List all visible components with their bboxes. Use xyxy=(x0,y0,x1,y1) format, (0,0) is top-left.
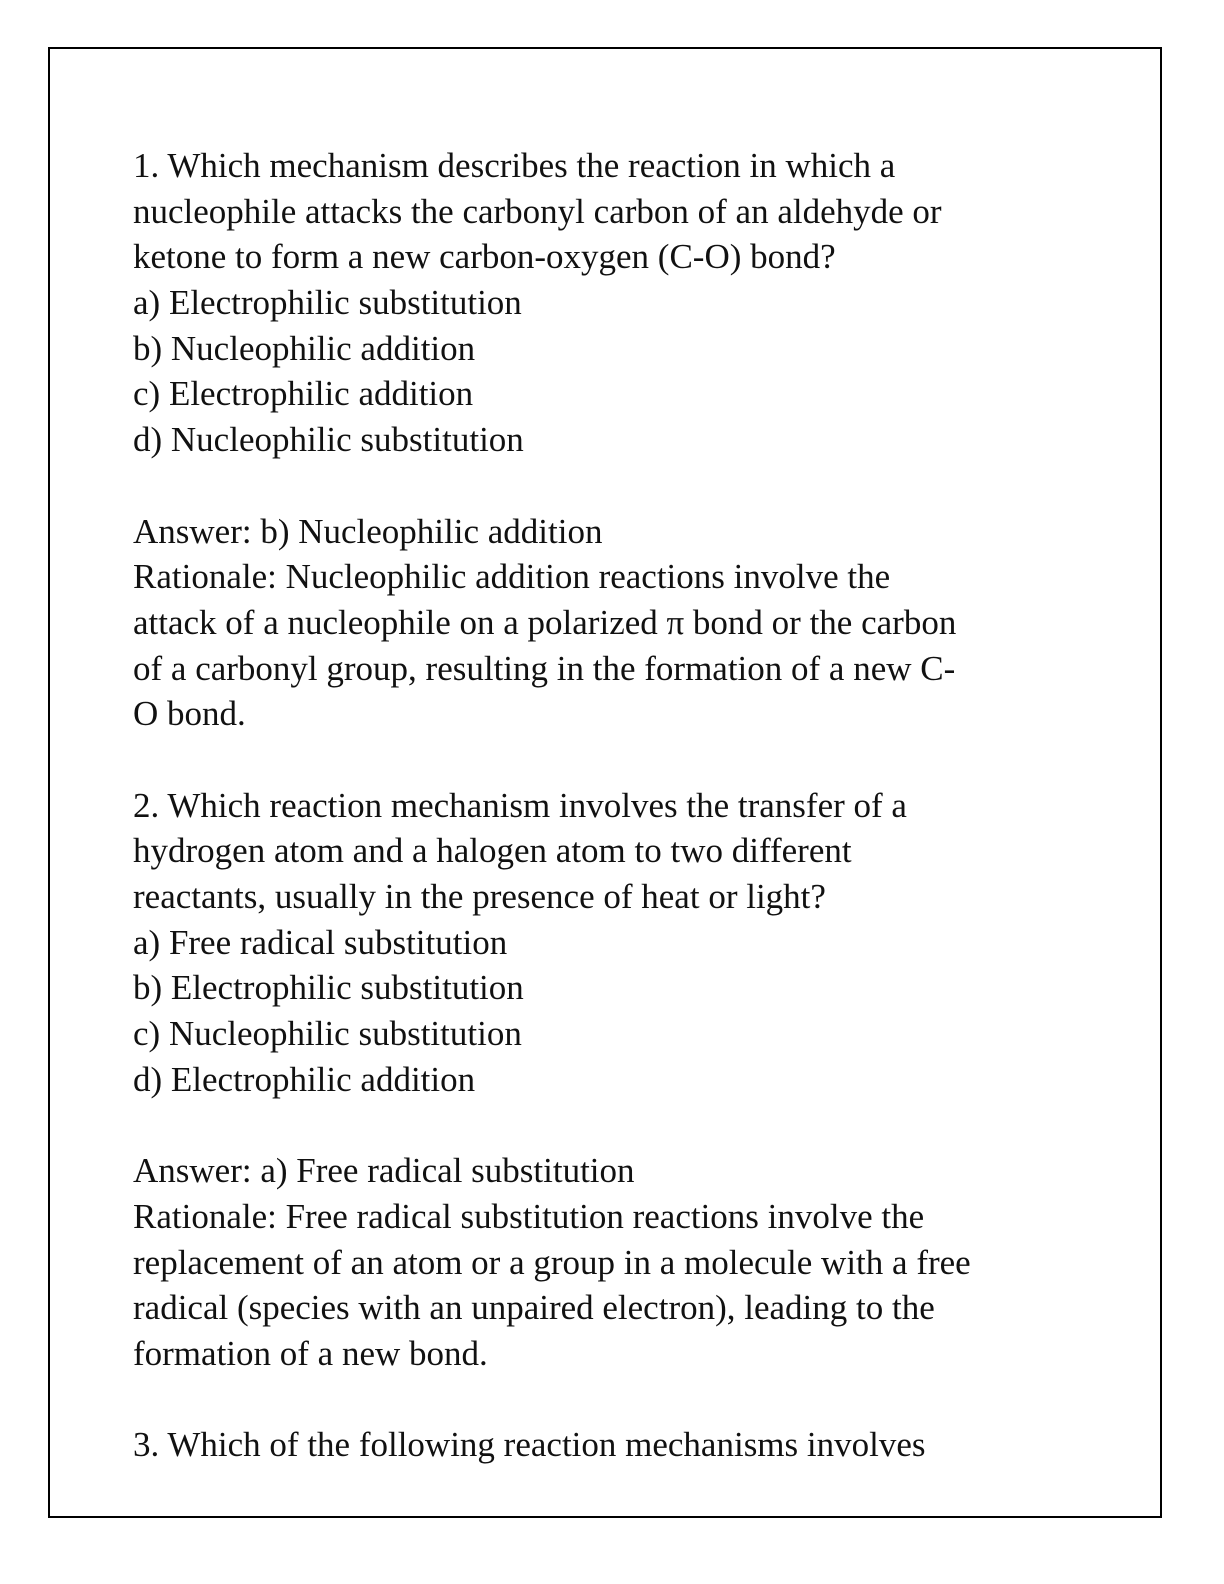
question-2-answer: Answer: a) Free radical substitution xyxy=(133,1151,635,1191)
question-1-text-line-2: nucleophile attacks the carbonyl carbon of an aldehyde or xyxy=(133,191,942,231)
question-1-rationale-line-1: Rationale: Nucleophilic addition reactions involve the xyxy=(133,557,891,597)
question-1-text-line-1: 1. Which mechanism describes the reaction in which a xyxy=(133,146,896,185)
question-1-answer: Answer: b) Nucleophilic addition xyxy=(133,511,603,551)
spacer xyxy=(133,737,1123,783)
question-1-option-b: b) Nucleophilic addition xyxy=(133,328,476,368)
question-1 xyxy=(133,143,1123,737)
question-2 xyxy=(133,783,1123,1377)
spacer xyxy=(133,1377,1123,1423)
question-1-option-d: d) Nucleophilic substitution xyxy=(133,420,524,460)
question-2-rationale-line-2: replacement of an atom or a group in a molecule with a free xyxy=(133,1242,971,1282)
question-1-rationale-line-3: of a carbonyl group, resulting in the formation of a new C- xyxy=(133,648,956,688)
question-3-text-line-1: 3. Which of the following reaction mechanisms involves xyxy=(133,1425,926,1465)
question-2-option-b: b) Electrophilic substitution xyxy=(133,968,524,1008)
question-1-rationale-line-2: attack of a nucleophile on a polarized π bond or the carbon xyxy=(133,602,957,642)
question-2-rationale-line-3: radical (species with an unpaired electron), leading to the xyxy=(133,1288,935,1328)
question-2-text-line-3: reactants, usually in the presence of heat or light? xyxy=(133,877,826,916)
question-2-option-a: a) Free radical substitution xyxy=(133,922,508,962)
document-body xyxy=(133,143,1123,1468)
question-2-option-d: d) Electrophilic addition xyxy=(133,1059,476,1099)
question-1-option-a: a) Electrophilic substitution xyxy=(133,283,522,323)
question-2-rationale-line-4: formation of a new bond. xyxy=(133,1333,488,1373)
question-2-rationale-line-1: Rationale: Free radical substitution reactions involve the xyxy=(133,1196,925,1236)
question-1-rationale-line-4: O bond. xyxy=(133,694,246,734)
question-2-text-line-2: hydrogen atom and a halogen atom to two different xyxy=(133,831,852,871)
question-1-text-line-3: ketone to form a new carbon-oxygen (C-O) bond? xyxy=(133,237,836,277)
question-2-option-c: c) Nucleophilic substitution xyxy=(133,1014,522,1054)
spacer xyxy=(133,463,1123,509)
question-1-option-c: c) Electrophilic addition xyxy=(133,374,474,414)
question-2-text-line-1: 2. Which reaction mechanism involves the transfer of a xyxy=(133,785,907,825)
spacer xyxy=(133,1102,1123,1148)
question-3 xyxy=(133,1422,1123,1468)
